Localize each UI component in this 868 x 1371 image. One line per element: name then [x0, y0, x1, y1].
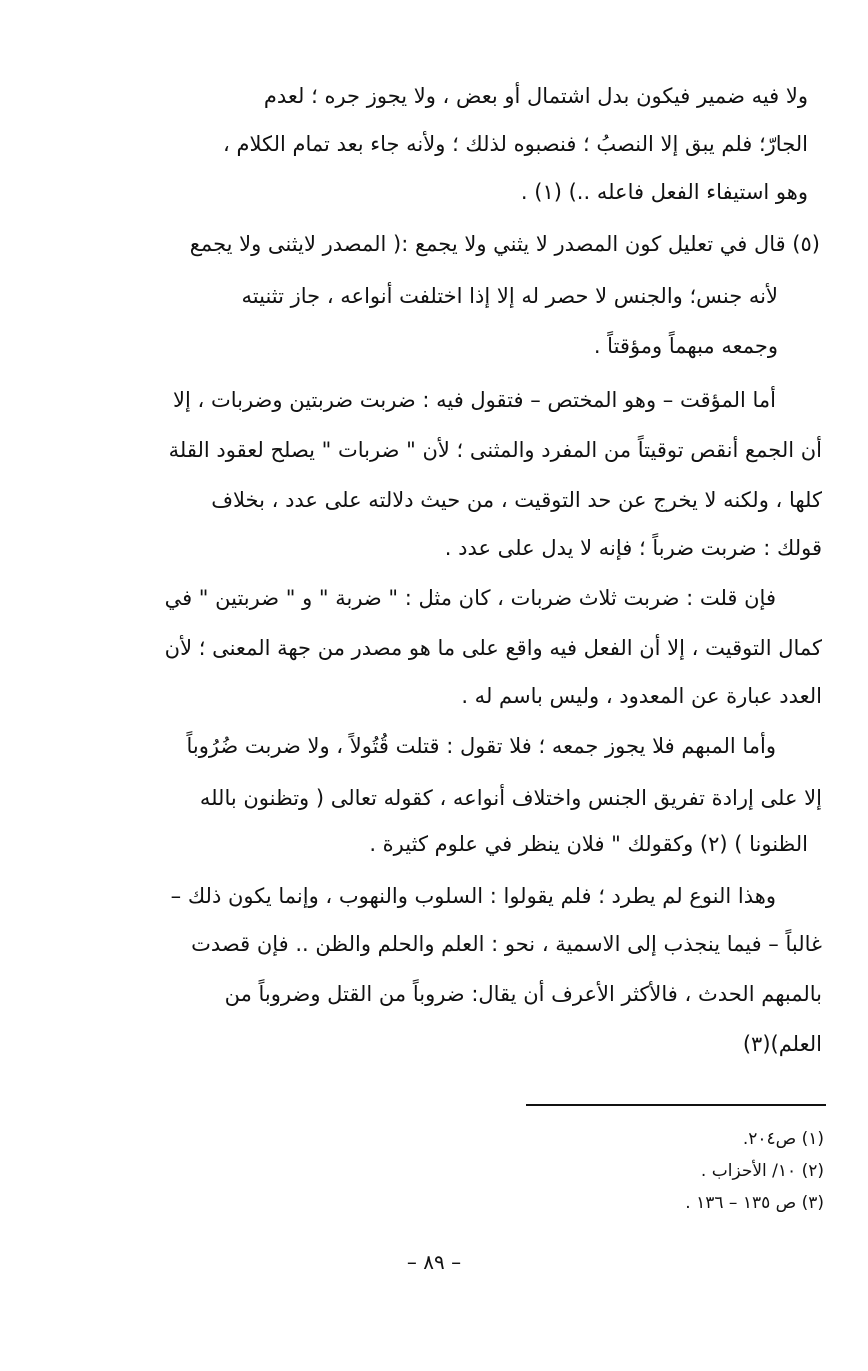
text-line-3: وهو استيفاء الفعل فاعله ..) (١) .: [520, 180, 808, 204]
text-line-4: (٥) قال في تعليل كون المصدر لا يثني ولا يجمع :( المصدر لايثنى ولا يجمع: [189, 232, 820, 256]
footnote-2: (٢) ١٠/ الأحزاب .: [700, 1161, 824, 1181]
text-line-20: العلم)(٣): [742, 1032, 822, 1056]
text-line-6: وجمعه مبهماً ومؤقتاً .: [593, 334, 778, 358]
text-line-8: أن الجمع أنقص توقيتاً من المفرد والمثنى ؛ لأن " ضربات " يصلح لعقود القلة: [168, 438, 822, 462]
footnote-1: (١) ص٢٠٤.: [742, 1129, 824, 1149]
text-line-10: قولك : ضربت ضرباً ؛ فإنه لا يدل على عدد .: [444, 536, 822, 560]
text-line-16: الظنونا ) (٢) وكقولك " فلان ينظر في علوم كثيرة .: [369, 832, 808, 856]
text-line-12: كمال التوقيت ، إلا أن الفعل فيه واقع على ما هو مصدر من جهة المعنى ؛ لأن: [164, 636, 822, 660]
page-number: – ٨٩ –: [406, 1250, 462, 1274]
text-line-7: أما المؤقت – وهو المختص – فتقول فيه : ضربت ضربتين وضربات ، إلا: [173, 388, 776, 412]
footnote-3: (٣) ص ١٣٥ – ١٣٦ .: [685, 1193, 824, 1213]
text-line-18: غالباً – فيما ينجذب إلى الاسمية ، نحو : العلم والحلم والظن .. فإن قصدت: [191, 932, 822, 956]
text-line-13: العدد عبارة عن المعدود ، وليس باسم له .: [461, 684, 822, 708]
footnote-separator: [526, 1104, 826, 1106]
text-line-17: وهذا النوع لم يطرد ؛ فلم يقولوا : السلوب والنهوب ، وإنما يكون ذلك –: [170, 884, 776, 908]
text-line-5: لأنه جنس؛ والجنس لا حصر له إلا إذا اختلفت أنواعه ، جاز تثنيته: [241, 284, 778, 308]
text-line-19: بالمبهم الحدث ، فالأكثر الأعرف أن يقال: ضروباً من القتل وضروباً من: [224, 982, 822, 1006]
text-line-1: ولا فيه ضمير فيكون بدل اشتمال أو بعض ، ولا يجوز جره ؛ لعدم: [263, 84, 808, 108]
text-line-11: فإن قلت : ضربت ثلاث ضربات ، كان مثل : " ضربة " و " ضربتين " في: [164, 586, 776, 610]
text-line-2: الجارّ؛ فلم يبق إلا النصبُ ؛ فنصبوه لذلك ؛ ولأنه جاء بعد تمام الكلام ،: [223, 132, 808, 156]
text-line-15: إلا على إرادة تفريق الجنس واختلاف أنواعه ، كقوله تعالى ( وتظنون بالله: [199, 786, 822, 810]
text-line-14: وأما المبهم فلا يجوز جمعه ؛ فلا تقول : قتلت قُتُولاً ، ولا ضربت ضُرُوباً: [186, 734, 776, 758]
text-line-9: كلها ، ولكنه لا يخرج عن حد التوقيت ، من حيث دلالته على عدد ، بخلاف: [211, 488, 822, 512]
